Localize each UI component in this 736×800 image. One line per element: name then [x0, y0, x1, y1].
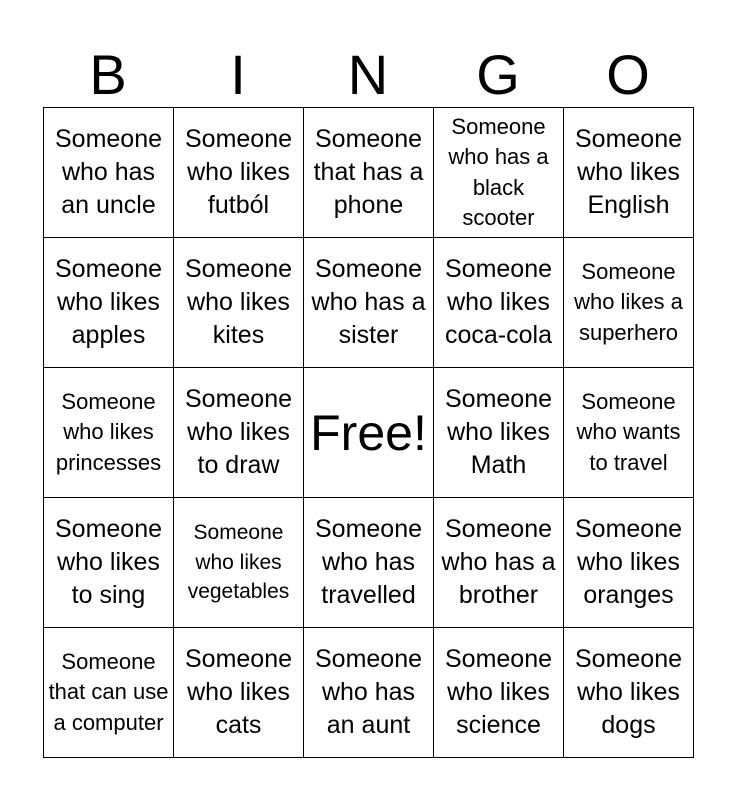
bingo-cell[interactable]: [174, 108, 304, 238]
cell-text: Someone who has travelled: [314, 515, 423, 609]
cell-text: Someone who wants to travel: [576, 388, 681, 475]
cell-text: Someone who likes kites: [184, 255, 293, 349]
bingo-cell[interactable]: [44, 628, 174, 758]
cell-text: Someone who likes futból: [184, 125, 293, 219]
cell-text: Someone who likes to sing: [54, 515, 163, 609]
header-letter-i: I: [230, 43, 246, 106]
header-letter-b: B: [89, 43, 127, 106]
bingo-cell[interactable]: [304, 108, 434, 238]
bingo-cell[interactable]: [564, 238, 694, 368]
header-letter-o: O: [606, 43, 650, 106]
bingo-row: [44, 368, 694, 498]
bingo-cell[interactable]: [174, 628, 304, 758]
bingo-card: [43, 107, 694, 758]
bingo-cell[interactable]: [434, 628, 564, 758]
bingo-cell[interactable]: [44, 498, 174, 628]
bingo-row: [44, 498, 694, 628]
bingo-header: [43, 42, 693, 108]
cell-text: Someone that has a phone: [313, 125, 424, 219]
cell-text: Someone who likes cats: [184, 645, 293, 739]
bingo-cell[interactable]: [564, 368, 694, 498]
cell-text: Someone who likes apples: [54, 255, 163, 349]
bingo-cell[interactable]: [174, 498, 304, 628]
bingo-cell[interactable]: [564, 628, 694, 758]
header-letter-g: G: [476, 43, 520, 106]
header-letter-n: N: [347, 43, 389, 106]
bingo-row: [44, 108, 694, 238]
cell-text: Someone who has an uncle: [54, 125, 163, 219]
cell-text: Someone who has an aunt: [314, 645, 423, 739]
bingo-cell[interactable]: [304, 498, 434, 628]
bingo-cell[interactable]: [174, 368, 304, 498]
bingo-cell[interactable]: [564, 498, 694, 628]
bingo-cell[interactable]: [44, 108, 174, 238]
cell-text: Someone that can use a computer: [48, 648, 169, 735]
cell-text: Someone who likes to draw: [184, 385, 293, 479]
bingo-cell[interactable]: [434, 368, 564, 498]
cell-text: Someone who likes Math: [444, 385, 553, 479]
cell-text: Someone who has a black scooter: [448, 113, 549, 230]
cell-text: Someone who has a sister: [311, 255, 426, 349]
bingo-cell[interactable]: [434, 498, 564, 628]
bingo-cell[interactable]: [44, 368, 174, 498]
cell-text: Someone who likes English: [574, 125, 683, 219]
bingo-cell[interactable]: [434, 108, 564, 238]
bingo-row: [44, 628, 694, 758]
cell-text: Someone who has a brother: [441, 515, 556, 609]
free-space-cell[interactable]: [304, 368, 434, 498]
bingo-cell[interactable]: [434, 238, 564, 368]
cell-text: Someone who likes a superhero: [574, 258, 683, 345]
bingo-cell[interactable]: [564, 108, 694, 238]
bingo-cell[interactable]: [44, 238, 174, 368]
bingo-row: [44, 238, 694, 368]
bingo-cell[interactable]: [304, 238, 434, 368]
cell-text: Someone who likes dogs: [574, 645, 683, 739]
cell-text: Someone who likes vegetables: [187, 521, 290, 604]
cell-text: Someone who likes coca-cola: [444, 255, 553, 349]
free-space-text: Free!: [310, 404, 427, 461]
cell-text: Someone who likes princesses: [55, 388, 162, 475]
bingo-cell[interactable]: [304, 628, 434, 758]
bingo-cell[interactable]: [174, 238, 304, 368]
cell-text: Someone who likes oranges: [574, 515, 683, 609]
cell-text: Someone who likes science: [444, 645, 553, 739]
